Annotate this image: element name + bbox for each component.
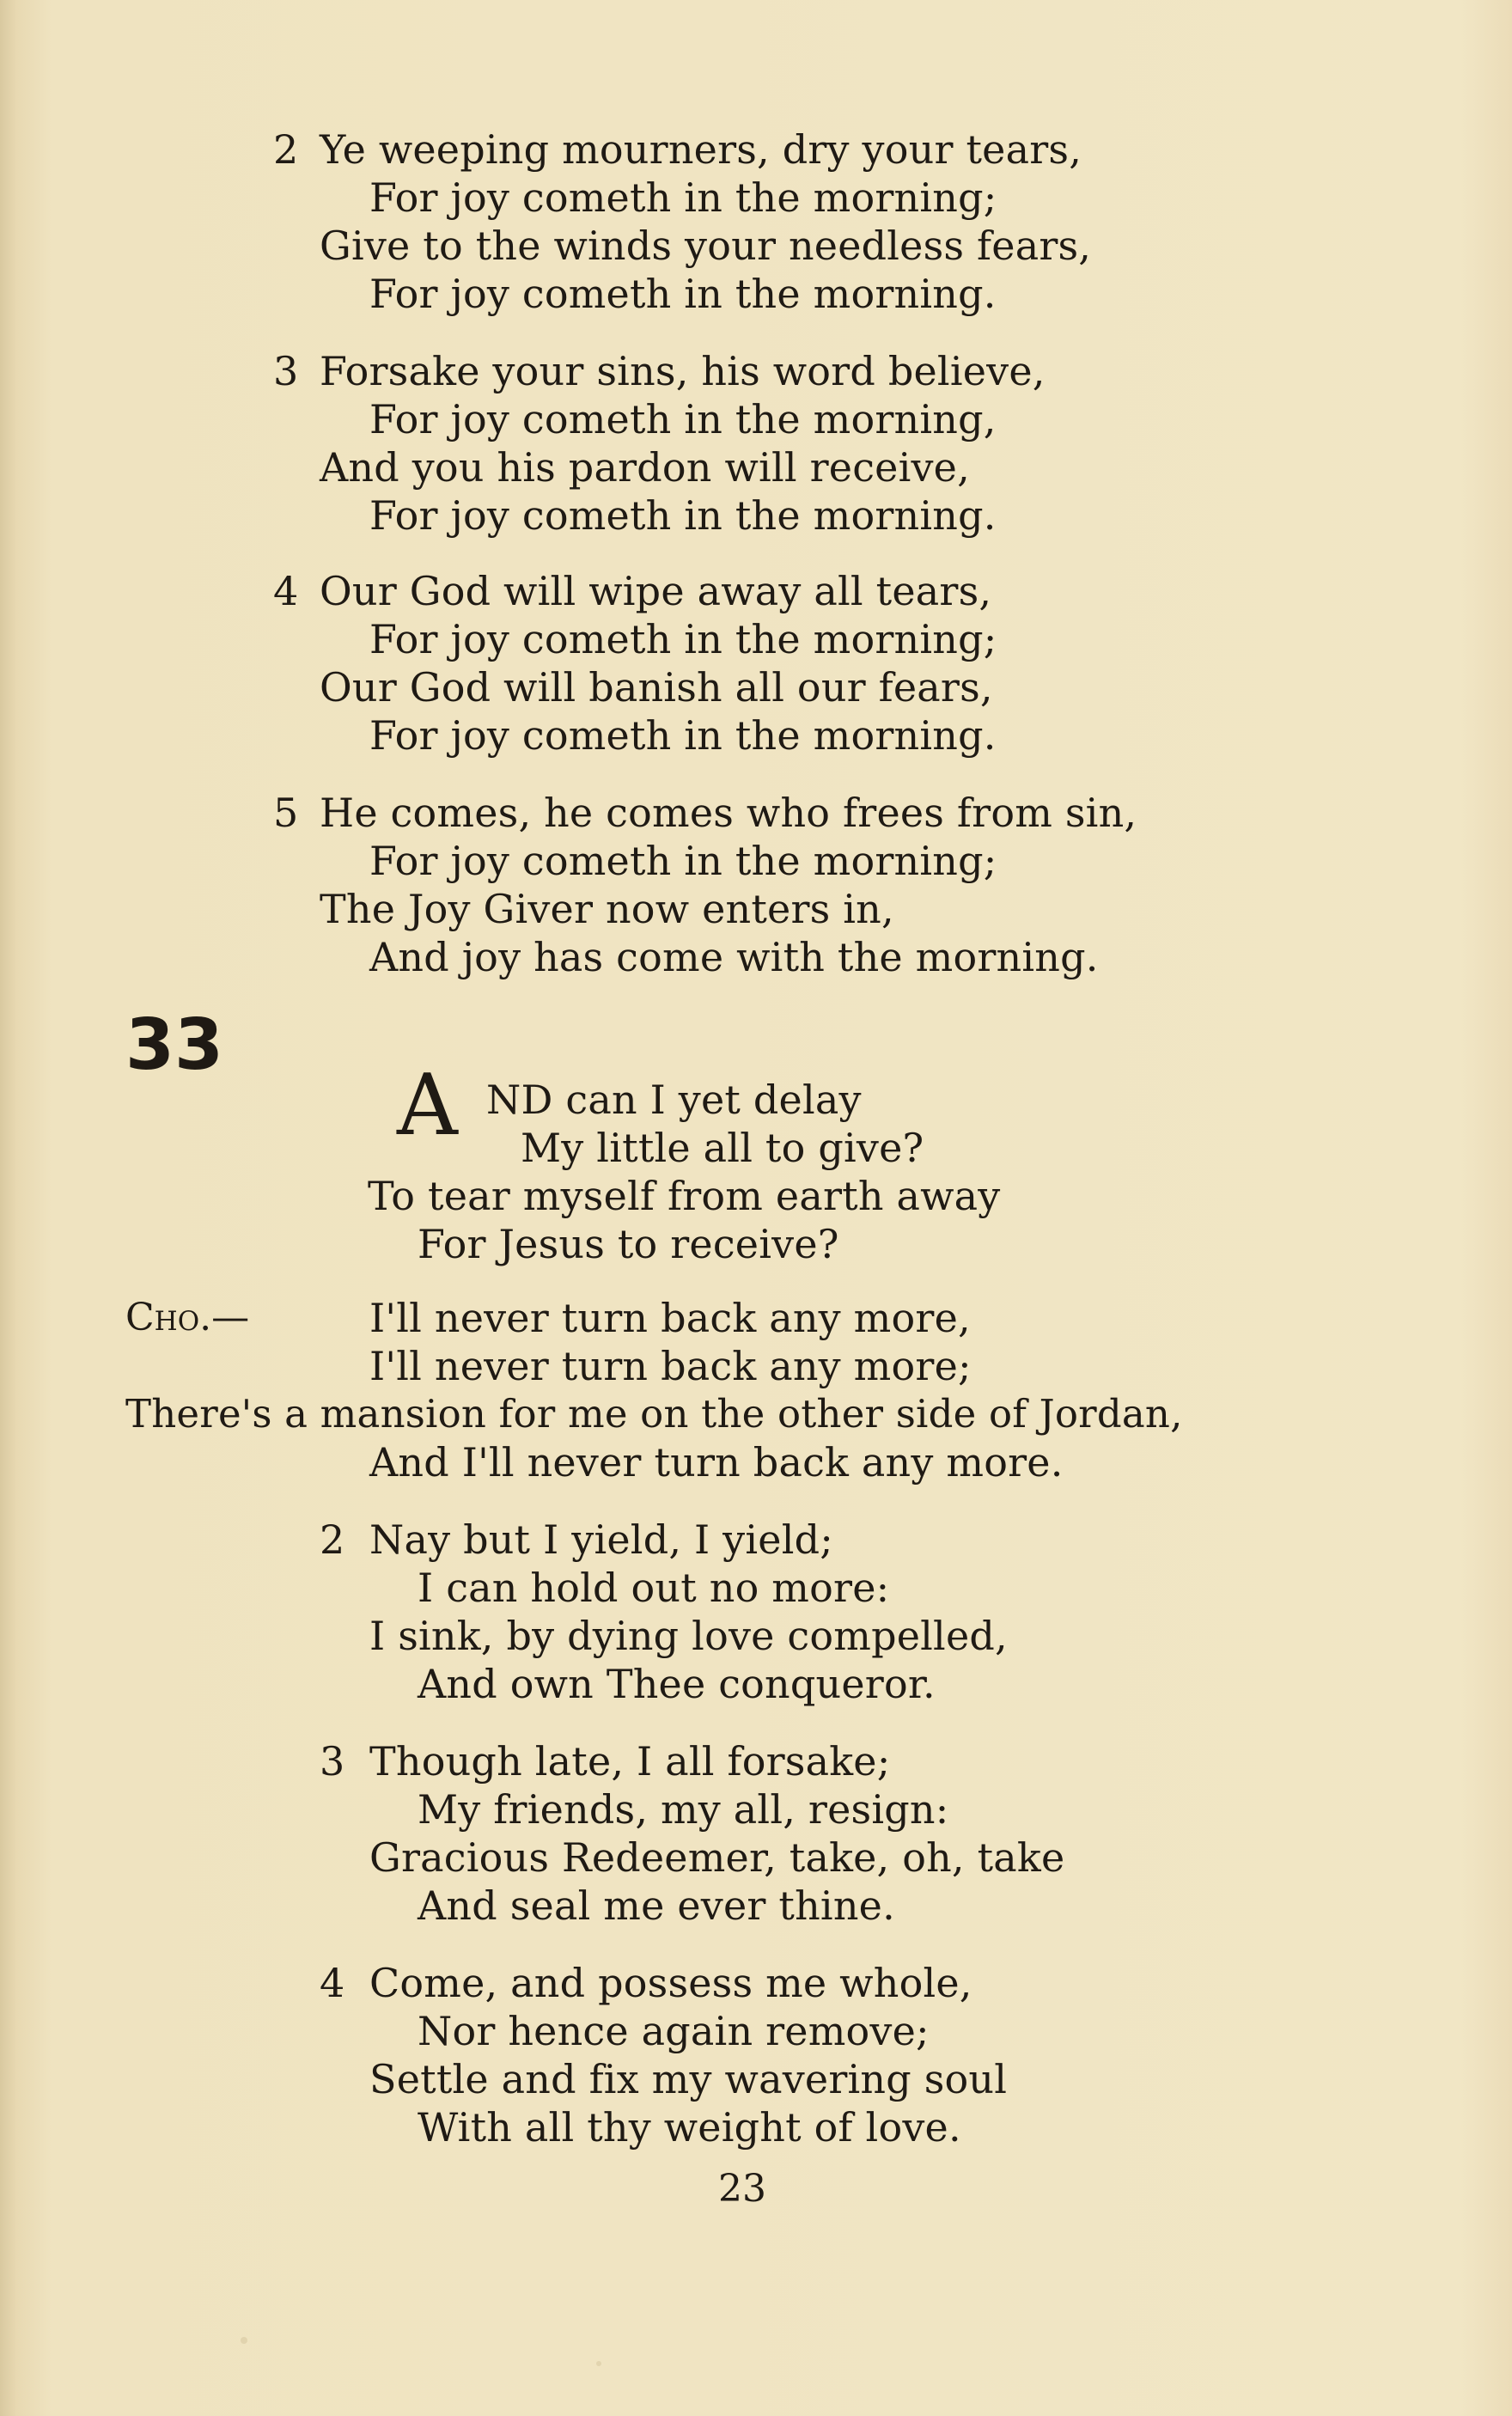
verse-line: With all thy weight of love. [418,2104,961,2151]
verse-line: Our God will wipe away all tears, [320,568,992,614]
paper-speck [241,2337,247,2344]
page-number: 23 [718,2167,766,2211]
verse-number: 2 [320,1516,345,1563]
verse-line: I can hold out no more: [418,1565,890,1611]
verse-number: 2 [273,126,299,173]
verse-line: My little all to give? [521,1125,924,1171]
verse-line: The Joy Giver now enters in, [320,886,894,932]
drop-cap: A [397,1057,458,1155]
verse-number: 3 [273,348,299,394]
verse-line: And joy has come with the morning. [369,934,1099,980]
hymn-number: 33 [125,1004,224,1086]
chorus-line: There's a mansion for me on the other side of Jordan, [125,1391,1183,1437]
verse-line: For joy cometh in the morning; [369,174,997,221]
verse-line: For Jesus to receive? [418,1221,839,1267]
verse-line: Forsake your sins, his word believe, [320,348,1046,394]
verse-line: He comes, he comes who frees from sin, [320,790,1137,836]
verse-line: For joy cometh in the morning. [369,492,997,539]
verse-line: For joy cometh in the morning; [369,838,997,884]
verse-line: To tear myself from earth away [368,1173,1001,1219]
chorus-line: And I'll never turn back any more. [369,1439,1064,1486]
chorus-line: I'll never turn back any more; [369,1343,972,1389]
verse-line: And seal me ever thine. [418,1882,895,1929]
verse-line: For joy cometh in the morning; [369,616,997,662]
verse-line: Gracious Redeemer, take, oh, take [369,1834,1065,1881]
verse-line: ND can I yet delay [486,1077,862,1123]
verse-line: Give to the winds your needless fears, [320,223,1092,269]
paper-speck [596,2361,601,2366]
verse-number: 4 [273,568,299,614]
chorus-line: I'll never turn back any more, [369,1295,971,1341]
verse-line: My friends, my all, resign: [418,1786,949,1833]
verse-number: 3 [320,1738,345,1785]
chorus-label: Cho.— [125,1296,250,1339]
verse-line: For joy cometh in the morning. [369,271,997,317]
verse-line: Ye weeping mourners, dry your tears, [320,126,1082,173]
verse-line: I sink, by dying love compelled, [369,1613,1008,1659]
verse-number: 4 [320,1960,345,2006]
verse-line: And own Thee conqueror. [418,1661,936,1707]
verse-line: Nor hence again remove; [418,2008,930,2054]
verse-line: Though late, I all forsake; [369,1738,891,1785]
verse-line: For joy cometh in the morning, [369,396,997,442]
verse-line: And you his pardon will receive, [320,444,970,491]
verse-number: 5 [273,790,299,836]
verse-line: Nay but I yield, I yield; [369,1516,833,1563]
verse-line: For joy cometh in the morning. [369,712,997,759]
verse-line: Our God will banish all our fears, [320,664,993,711]
verse-line: Settle and fix my wavering soul [369,2056,1008,2102]
verse-line: Come, and possess me whole, [369,1960,972,2006]
